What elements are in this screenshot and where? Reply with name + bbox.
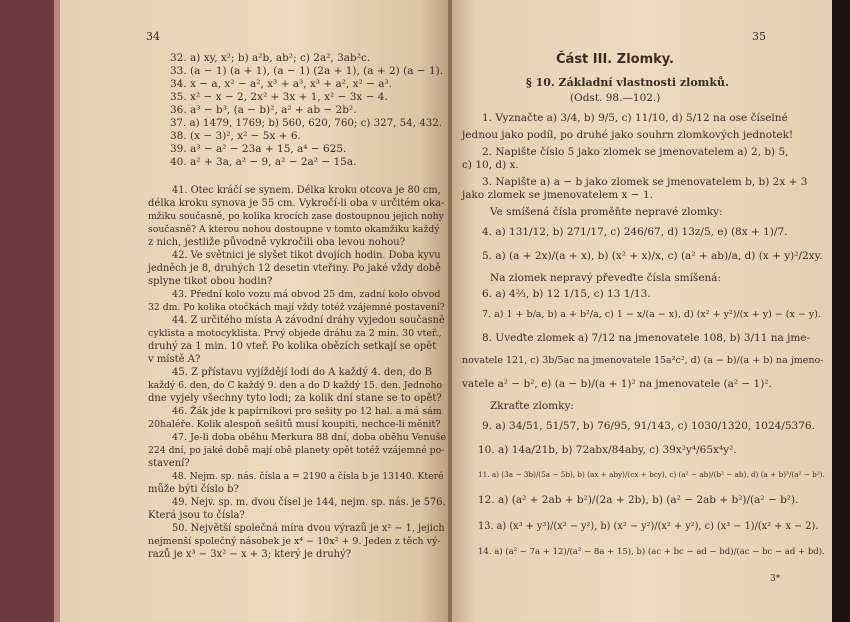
problem-line: 46. Žák jde k papírníkovi pro sešity po 12 hal. a má sám [172, 406, 442, 417]
problem-line: 44. Z určitého místa A závodní dráhy vyjedou současně [172, 315, 445, 326]
answer-line: 33. (a − 1) (a + 1), (a − 1) (2a + 1), (a + 2) (a − 1). [170, 65, 444, 77]
exercise-line: 12. a) (a² + 2ab + b²)/(2a + 2b), b) (a² − 2ab + b²)/(a² − b²). [478, 494, 799, 506]
exercise-line: 3. Napište a) a − b jako zlomek se jmenovatelem b, b) 2x + 3 [482, 176, 808, 188]
exercise-line: novatele 121, c) 3b/5ac na jmenovatele 15a²c², d) (a − b)/(a + b) na jmeno- [462, 355, 824, 366]
problem-line: 41. Otec kráčí se synem. Délka kroku otcova je 80 cm, [172, 185, 441, 196]
part-title: Část III. Zlomky. [556, 52, 674, 67]
answer-line: 37. a) 1479, 1769; b) 560, 620, 760; c) 327, 54, 432. [170, 117, 443, 129]
section-instruction: Na zlomek nepravý převeďte čísla smíšená: [490, 272, 722, 284]
problem-line: 45. Z přístavu vyjíždějí lodi do A každý 4. den, do B [172, 367, 432, 378]
answer-line: 39. a³ − a² − 23a + 15, a⁴ − 625. [170, 143, 347, 155]
problem-line: druhý za 1 min. 10 vteř. Po kolika obězích setkají se opět [148, 341, 437, 352]
exercise-line: 2. Napište číslo 5 jako zlomek se jmenovatelem a) 2, b) 5, [482, 146, 789, 158]
problem-line: 48. Nejm. sp. nás. čísla a = 2190 a čísla b je 13140. Které [172, 471, 444, 482]
section-instruction: Ve smíšená čísla proměňte nepravé zlomky: [490, 206, 723, 218]
problem-line: 43. Přední kolo vozu má obvod 25 dm, zadní kolo obvod [172, 289, 441, 300]
section-title: § 10. Základní vlastnosti zlomků. [526, 76, 729, 89]
section-reference: (Odst. 98.—102.) [570, 92, 661, 104]
exercise-line: 4. a) 131/12, b) 271/17, c) 246/67, d) 13z/5, e) (8x + 1)/7. [482, 226, 788, 238]
exercise-line: 8. Uveďte zlomek a) 7/12 na jmenovatele 108, b) 3/11 na jme- [482, 332, 811, 344]
exercise-line: 14. a) (a² − 7a + 12)/(a² − 8a + 15), b) (ac + bc − ad − bd)/(ac − bc − ad + bd). [478, 547, 825, 557]
answer-line: 38. (x − 3)², x² − 5x + 6. [170, 130, 301, 142]
problem-line: splyne tikot obou hodin? [148, 276, 273, 287]
problem-line: dne vyjely všechny tyto lodi; za kolik dní stane se to opět? [148, 393, 442, 404]
problem-line: razů je x³ − 3x² − x + 3; který je druhý? [148, 549, 352, 560]
problem-line: může býti číslo b? [148, 484, 239, 495]
problem-line: Která jsou to čísla? [148, 510, 245, 521]
right-page [452, 0, 832, 622]
book-cover [0, 0, 54, 622]
exercise-line: vatele a² − b², e) (a − b)/(a + 1)² na jmenovatele (a² − 1)². [462, 378, 772, 390]
answer-line: 36. a³ − b³, (a − b)², a² + ab − 2b². [170, 104, 357, 116]
problem-line: 47. Je-li doba oběhu Merkura 88 dní, doba oběhu Venuše [172, 432, 447, 443]
book-edge [832, 0, 850, 622]
problem-line: každý 6. den, do C každý 9. den a do D každý 15. den. Jednoho [148, 380, 443, 391]
exercise-line: 9. a) 34/51, 51/57, b) 76/95, 91/143, c) 1030/1320, 1024/5376. [482, 420, 815, 432]
problem-line: cyklista a motocyklista. Prvý objede dráhu za 2 min. 30 vteř., [148, 328, 442, 339]
problem-line: 224 dní, po jaké době mají obě planety opět totéž vzájemné po- [148, 445, 445, 456]
problem-line: mžiku současně, po kolika krocích zase dostoupnou jejich nohy [148, 211, 444, 222]
exercise-line: 6. a) 4⅔, b) 12 1/15, c) 13 1/13. [482, 288, 651, 300]
exercise-line: jednou jako podíl, po druhé jako souhrn zlomkových jednotek! [462, 129, 794, 141]
page-number: 34 [146, 30, 160, 43]
problem-line: 50. Největší společná míra dvou výrazů je x² − 1, jejich [172, 523, 445, 534]
answer-line: 32. a) xy, x²; b) a²b, ab²; c) 2a², 3ab²c. [170, 52, 371, 64]
exercise-line: 7. a) 1 + b/a, b) a + b²/a, c) 1 − x/(a − x), d) (x² + y²)/(x + y) − (x − y). [482, 309, 821, 320]
problem-line: 49. Nejv. sp. m. dvou čísel je 144, nejm. sp. nás. je 576. [172, 497, 446, 508]
problem-line: 32 dm. Po kolika otočkách mají vždy totéž vzájemné postavení? [148, 302, 445, 313]
section-instruction: Zkraťte zlomky: [490, 400, 574, 412]
problem-line: stavení? [148, 458, 190, 469]
exercise-line: 5. a) (a + 2x)/(a + x), b) (x² + x)/x, c) (a² + ab)/a, d) (x + y)²/2xy. [482, 250, 823, 262]
problem-line: 42. Ve světnici je slyšet tikot dvojích hodin. Doba kyvu [172, 250, 441, 261]
exercise-line: 10. a) 14a/21b, b) 72abx/84aby, c) 39x²y⁴/65x⁴y². [478, 444, 737, 456]
answer-line: 34. x − a, x² − a², x³ + a³, x³ + a², x² − a³. [170, 78, 393, 90]
answer-line: 40. a² + 3a, a² − 9, a² − 2a² − 15a. [170, 156, 357, 168]
exercise-line: 1. Vyznačte a) 3/4, b) 9/5, c) 11/10, d) 5/12 na ose číselné [482, 112, 788, 124]
exercise-line: 13. a) (x³ + y³)/(x² − y²), b) (x² − y²)/(x² + y²), c) (x³ − 1)/(x² + x − 2). [478, 521, 819, 532]
problem-line: současně? A kterou nohou dostoupne v tomto okamžiku každý [148, 224, 440, 235]
problem-line: 20haléře. Kolik alespoň sešitů musí koupiti, nechce-li měnit? [148, 419, 441, 430]
exercise-line: c) 10, d) x. [462, 159, 519, 171]
answer-line: 35. x² − x − 2, 2x² + 3x + 1, x² − 3x − 4. [170, 91, 388, 103]
problem-line: z nich, jestliže původně vykročili oba levou nohou? [148, 237, 406, 248]
problem-line: v místě A? [148, 354, 201, 365]
signature-mark: 3* [770, 574, 781, 584]
problem-line: jedněch je 8, druhých 12 desetin vteřiny. Po jaké vždy době [148, 263, 441, 274]
exercise-line: jako zlomek se jmenovatelem x − 1. [462, 189, 653, 201]
page-number: 35 [752, 30, 766, 43]
left-page [60, 0, 452, 622]
exercise-line: 11. a) (3a − 3b)/(5a − 5b), b) (ax + aby)/(cx + bcy), c) (a² − ab)/(b² − ab), d) (a + b)³/(a² − b²). [478, 470, 825, 479]
problem-line: délka kroku synova je 55 cm. Vykročí-li oba v určitém oka- [148, 198, 445, 209]
problem-line: nejmenší společný násobek je x⁴ − 10x² + 9. Jeden z těch vý- [148, 536, 441, 547]
